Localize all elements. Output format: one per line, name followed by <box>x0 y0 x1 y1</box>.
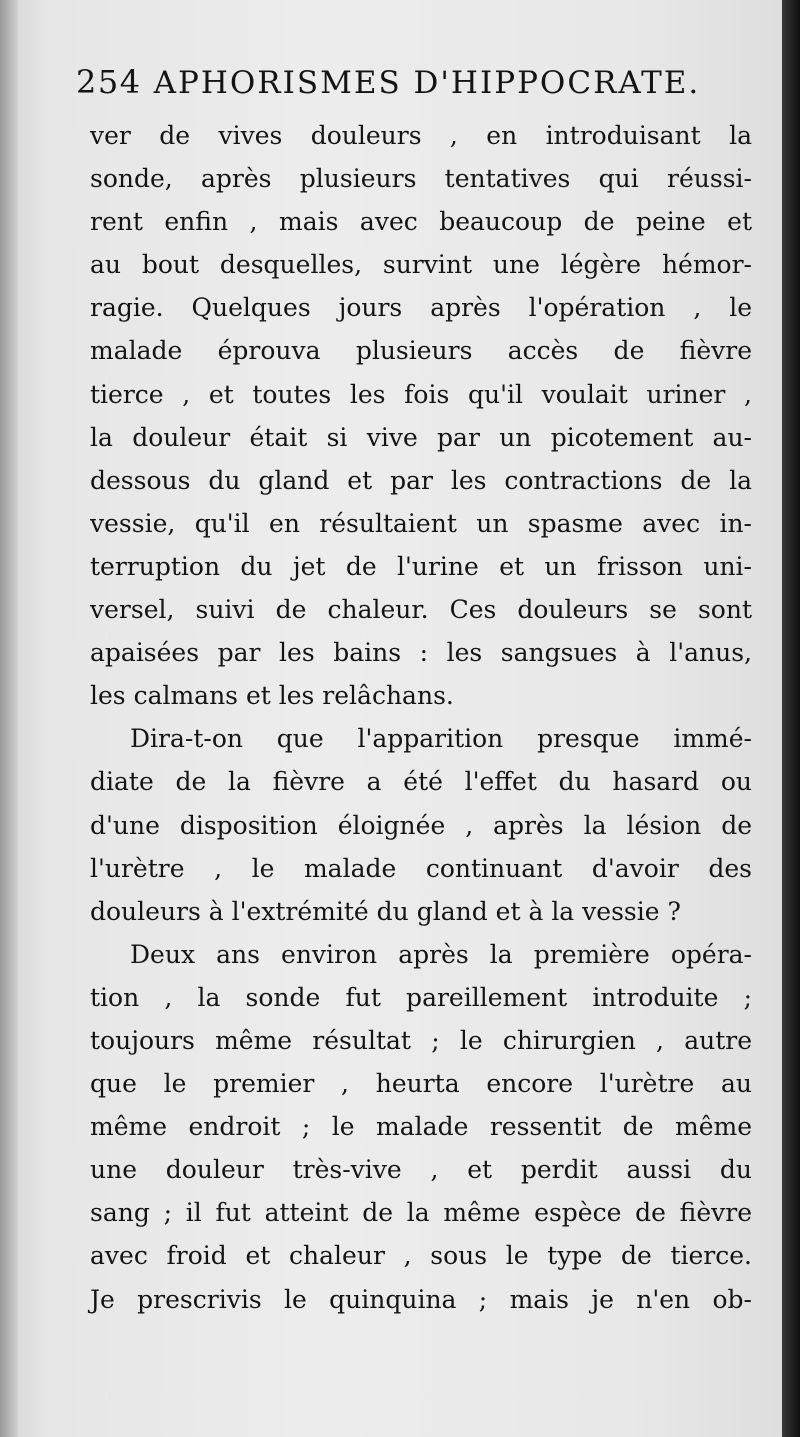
text-line: apaisées par les bains : les sangsues à l'anus, <box>90 638 752 668</box>
text-line: malade éprouva plusieurs accès de fièvre <box>90 336 752 366</box>
text-line: tion , la sonde fut pareillement introduite ; <box>90 982 752 1012</box>
text-line: diate de la fièvre a été l'effet du hasard ou <box>90 767 752 797</box>
text-line: d'une disposition éloignée , après la lésion de <box>90 810 752 840</box>
page-number: 254 <box>76 63 142 101</box>
text-line: une douleur très-vive , et perdit aussi du <box>90 1155 752 1185</box>
text-line: tierce , et toutes les fois qu'il voulait uriner , <box>90 379 752 409</box>
text-line: ver de vives douleurs , en introduisant la <box>90 121 752 150</box>
text-line: ragie. Quelques jours après l'opération , le <box>90 293 752 323</box>
text-line: sonde, après plusieurs tentatives qui réussi- <box>90 164 752 194</box>
text-line: sang ; il fut atteint de la même espèce de fièvre <box>90 1198 752 1228</box>
text-line: dessous du gland et par les contractions de la <box>90 465 752 495</box>
text-line: toujours même résultat ; le chirurgien , autre <box>90 1025 752 1055</box>
page-text-block <box>76 56 752 1321</box>
text-line: au bout desquelles, survint une légère hémor- <box>90 250 752 280</box>
text-line: avec froid et chaleur , sous le type de tierce. <box>90 1241 752 1271</box>
page-gutter <box>0 0 18 1437</box>
paragraph-last-line: les calmans et les relâchans. <box>90 681 454 711</box>
running-header <box>76 56 752 108</box>
scan-dark-edge <box>782 0 800 1437</box>
text-line: terruption du jet de l'urine et un frisson uni- <box>90 551 752 581</box>
paragraph-first-line: Dira-t-on que l'apparition presque immé- <box>130 724 752 754</box>
text-line: vessie, qu'il en résultaient un spasme avec in- <box>90 508 752 538</box>
body-text <box>90 114 752 1321</box>
text-line: Je prescrivis le quinquina ; mais je n'en ob- <box>90 1284 752 1314</box>
paragraph-first-line: Deux ans environ après la première opéra- <box>130 939 752 969</box>
running-title: APHORISMES D'HIPPOCRATE. <box>153 65 701 101</box>
text-line: versel, suivi de chaleur. Ces douleurs se sont <box>90 595 752 625</box>
text-line: rent enfin , mais avec beaucoup de peine et <box>90 207 752 237</box>
paragraph-last-line: douleurs à l'extrémité du gland et à la vessie ? <box>90 896 681 926</box>
text-line: la douleur était si vive par un picotement au- <box>90 422 752 452</box>
text-line: l'urètre , le malade continuant d'avoir des <box>90 853 752 883</box>
text-line: que le premier , heurta encore l'urètre au <box>90 1069 752 1099</box>
text-line: même endroit ; le malade ressentit de même <box>90 1112 752 1142</box>
